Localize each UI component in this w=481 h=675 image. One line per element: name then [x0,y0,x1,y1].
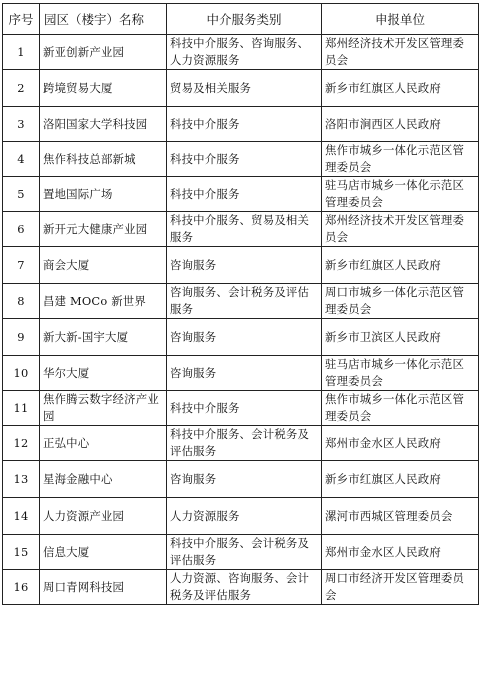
cell-service-category: 科技中介服务 [167,107,322,142]
cell-service-category: 咨询服务 [167,247,322,284]
cell-no: 14 [3,498,40,535]
cell-declaring-unit: 驻马店市城乡一体化示范区管理委员会 [322,177,479,212]
cell-service-category: 咨询服务 [167,356,322,391]
header-declaring-unit: 申报单位 [322,4,479,35]
cell-no: 3 [3,107,40,142]
cell-park-name: 新亚创新产业园 [40,35,167,70]
cell-park-name: 周口青网科技园 [40,570,167,605]
table-row [3,570,479,605]
cell-service-category: 咨询服务、会计税务及评估服务 [167,284,322,319]
table-header-row [3,4,479,35]
header-park-name: 园区（楼宇）名称 [40,4,167,35]
cell-park-name: 洛阳国家大学科技园 [40,107,167,142]
cell-service-category: 咨询服务 [167,319,322,356]
table-row [3,461,479,498]
cell-no: 12 [3,426,40,461]
table-row [3,498,479,535]
cell-service-category: 科技中介服务 [167,142,322,177]
cell-no: 10 [3,356,40,391]
cell-service-category: 科技中介服务、会计税务及评估服务 [167,535,322,570]
cell-no: 1 [3,35,40,70]
cell-no: 2 [3,70,40,107]
cell-no: 16 [3,570,40,605]
cell-park-name: 置地国际广场 [40,177,167,212]
cell-service-category: 咨询服务 [167,461,322,498]
cell-declaring-unit: 驻马店市城乡一体化示范区管理委员会 [322,356,479,391]
cell-no: 13 [3,461,40,498]
table-row [3,284,479,319]
table-row [3,177,479,212]
table-row [3,426,479,461]
cell-no: 9 [3,319,40,356]
cell-no: 7 [3,247,40,284]
cell-no: 6 [3,212,40,247]
table-row [3,212,479,247]
cell-declaring-unit: 周口市城乡一体化示范区管理委员会 [322,284,479,319]
cell-service-category: 科技中介服务、会计税务及评估服务 [167,426,322,461]
cell-no: 5 [3,177,40,212]
cell-declaring-unit: 新乡市红旗区人民政府 [322,70,479,107]
cell-declaring-unit: 郑州市金水区人民政府 [322,535,479,570]
cell-declaring-unit: 焦作市城乡一体化示范区管理委员会 [322,142,479,177]
cell-park-name: 商会大厦 [40,247,167,284]
cell-park-name: 星海金融中心 [40,461,167,498]
cell-park-name: 正弘中心 [40,426,167,461]
cell-park-name: 信息大厦 [40,535,167,570]
cell-park-name: 跨境贸易大厦 [40,70,167,107]
cell-no: 8 [3,284,40,319]
cell-service-category: 科技中介服务 [167,391,322,426]
cell-declaring-unit: 新乡市卫滨区人民政府 [322,319,479,356]
cell-declaring-unit: 漯河市西城区管理委员会 [322,498,479,535]
cell-no: 11 [3,391,40,426]
cell-no: 4 [3,142,40,177]
cell-declaring-unit: 焦作市城乡一体化示范区管理委员会 [322,391,479,426]
cell-service-category: 科技中介服务 [167,177,322,212]
cell-service-category: 科技中介服务、贸易及相关服务 [167,212,322,247]
cell-declaring-unit: 郑州经济技术开发区管理委员会 [322,35,479,70]
cell-park-name: 人力资源产业园 [40,498,167,535]
service-park-table [2,3,479,605]
table-row [3,319,479,356]
header-service-category: 中介服务类别 [167,4,322,35]
cell-service-category: 人力资源服务 [167,498,322,535]
cell-service-category: 科技中介服务、咨询服务、人力资源服务 [167,35,322,70]
cell-park-name: 新开元大健康产业园 [40,212,167,247]
cell-service-category: 贸易及相关服务 [167,70,322,107]
table-body [3,35,479,605]
cell-declaring-unit: 郑州市金水区人民政府 [322,426,479,461]
table-row [3,35,479,70]
cell-declaring-unit: 周口市经济开发区管理委员会 [322,570,479,605]
header-no: 序号 [3,4,40,35]
cell-service-category: 人力资源、咨询服务、会计税务及评估服务 [167,570,322,605]
cell-park-name: 新大新-国宇大厦 [40,319,167,356]
table-row [3,70,479,107]
table-row [3,391,479,426]
cell-declaring-unit: 新乡市红旗区人民政府 [322,461,479,498]
cell-park-name: 焦作科技总部新城 [40,142,167,177]
cell-no: 15 [3,535,40,570]
table-row [3,535,479,570]
cell-declaring-unit: 郑州经济技术开发区管理委员会 [322,212,479,247]
cell-park-name: 华尔大厦 [40,356,167,391]
cell-park-name: 焦作腾云数字经济产业园 [40,391,167,426]
cell-declaring-unit: 新乡市红旗区人民政府 [322,247,479,284]
cell-declaring-unit: 洛阳市涧西区人民政府 [322,107,479,142]
table-row [3,356,479,391]
table-row [3,107,479,142]
cell-park-name: 昌建 MOCo 新世界 [40,284,167,319]
table-row [3,142,479,177]
table-row [3,247,479,284]
